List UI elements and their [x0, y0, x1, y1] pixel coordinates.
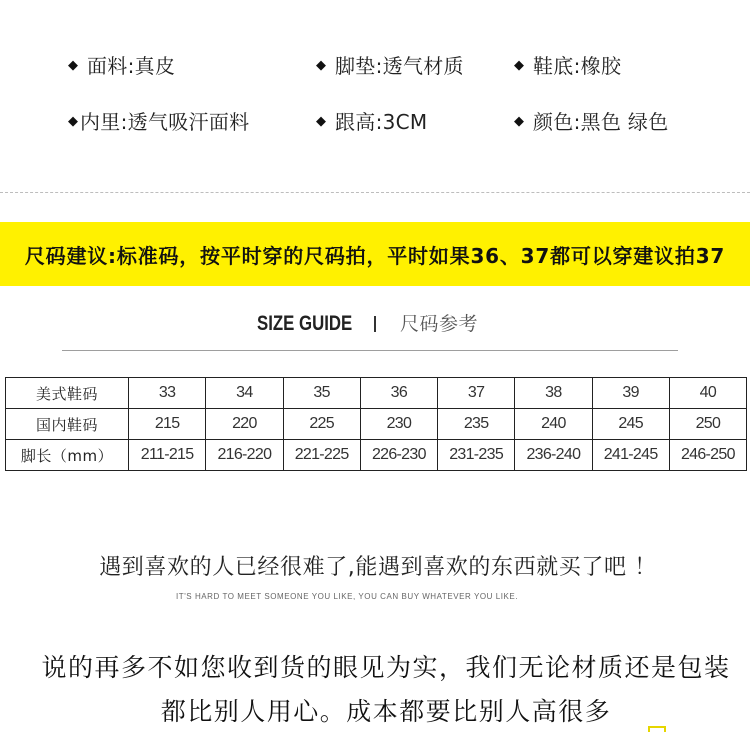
diamond-bullet-icon: ◆ [514, 114, 524, 129]
spec-item-heel-height [316, 110, 427, 134]
spec-item-color [514, 110, 669, 134]
table-cell: 34 [206, 378, 283, 409]
spec-label: 跟高:3CM [335, 110, 428, 134]
row-label-cn-size: 国内鞋码 [6, 409, 129, 440]
table-cell: 246-250 [669, 440, 746, 471]
spec-label: 脚垫:透气材质 [335, 54, 464, 78]
spec-label: 鞋底:橡胶 [533, 54, 622, 78]
table-row-us-size [6, 378, 747, 409]
table-cell: 40 [669, 378, 746, 409]
diamond-bullet-icon: ◆ [68, 114, 78, 129]
size-table [5, 377, 747, 471]
table-cell: 250 [669, 409, 746, 440]
spec-item-sole [514, 54, 621, 78]
table-cell: 221-225 [283, 440, 360, 471]
size-advice-banner [0, 222, 750, 286]
table-cell: 33 [129, 378, 206, 409]
diamond-bullet-icon: ◆ [316, 58, 326, 73]
row-label-foot-length: 脚长（mm） [6, 440, 129, 471]
table-cell: 35 [283, 378, 360, 409]
table-cell: 235 [438, 409, 515, 440]
table-cell: 36 [360, 378, 437, 409]
dashed-divider [0, 192, 750, 193]
spec-item-insole [316, 54, 464, 78]
size-guide-title-cn: 尺码参考 [400, 313, 479, 335]
corner-decoration [648, 726, 666, 732]
closing-line-2: 都比别人用心。成本都要比别人高很多 [160, 697, 612, 726]
table-cell: 245 [592, 409, 669, 440]
spec-label: 颜色:黑色 绿色 [533, 110, 669, 134]
table-cell: 216-220 [206, 440, 283, 471]
size-guide-title-en: SIZE GUIDE [257, 312, 353, 335]
table-cell: 39 [592, 378, 669, 409]
table-cell: 220 [206, 409, 283, 440]
row-label-us-size: 美式鞋码 [6, 378, 129, 409]
size-advice-text: 尺码建议:标准码，按平时穿的尺码拍，平时如果36、37都可以穿建议拍37 [24, 243, 726, 268]
diamond-bullet-icon: ◆ [316, 114, 326, 129]
table-cell: 211-215 [129, 440, 206, 471]
spec-label: 内里:透气吸汗面料 [80, 110, 250, 134]
table-cell: 225 [283, 409, 360, 440]
table-cell: 38 [515, 378, 592, 409]
table-cell: 226-230 [360, 440, 437, 471]
size-guide-separator [374, 316, 376, 332]
closing-line-1: 说的再多不如您收到货的眼见为实，我们无论材质还是包装 [41, 653, 731, 682]
table-cell: 231-235 [438, 440, 515, 471]
spec-item-material [68, 54, 175, 78]
table-cell: 236-240 [515, 440, 592, 471]
table-cell: 37 [438, 378, 515, 409]
table-row-cn-size [6, 409, 747, 440]
table-cell: 215 [129, 409, 206, 440]
table-cell: 241-245 [592, 440, 669, 471]
table-cell: 230 [360, 409, 437, 440]
table-cell: 240 [515, 409, 592, 440]
size-guide-underline [62, 350, 678, 351]
table-row-foot-length [6, 440, 747, 471]
diamond-bullet-icon: ◆ [68, 58, 78, 73]
spec-item-lining [68, 110, 249, 134]
diamond-bullet-icon: ◆ [514, 58, 524, 73]
slogan-en: IT'S HARD TO MEET SOMEONE YOU LIKE, YOU CAN BUY WHATEVER YOU LIKE. [176, 592, 519, 601]
spec-label: 面料:真皮 [87, 54, 176, 78]
slogan-cn: 遇到喜欢的人已经很难了,能遇到喜欢的东西就买了吧 ！ [99, 555, 657, 580]
